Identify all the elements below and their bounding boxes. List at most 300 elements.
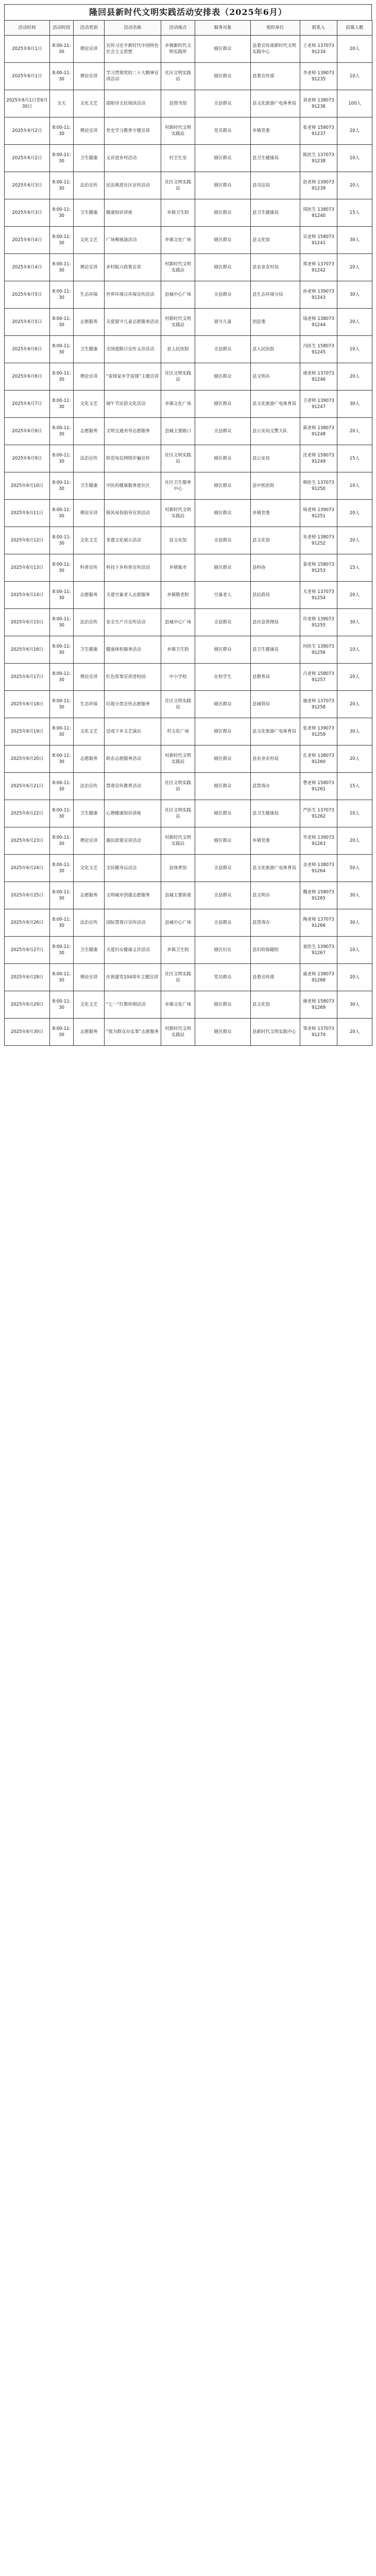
cell-period: 8:00-11:30 [50,937,74,964]
table-row [5,800,372,827]
cell-audience: 全县群众 [195,855,251,882]
cell-recruit-count: 30人 [337,991,372,1019]
cell-organizer: 县公安局交警大队 [251,418,300,445]
page [0,0,376,1052]
cell-category: 理论宣讲 [74,964,105,991]
cell-location: 村新时代文明实践站 [161,309,195,336]
cell-category: 文化文艺 [74,90,105,117]
cell-recruit-count: 20人 [337,582,372,609]
cell-category: 理论宣讲 [74,363,105,391]
cell-audience: 辖区群众 [195,445,251,472]
cell-location: 乡镇卫生院 [161,636,195,664]
cell-location: 县城中心广场 [161,281,195,309]
cell-time: 2025年6月4日 [5,227,50,254]
cell-period: 8:00-11:30 [50,527,74,554]
cell-recruit-count: 20人 [337,527,372,554]
cell-period: 8:00-11:30 [50,363,74,391]
cell-recruit-count: 30人 [337,609,372,636]
cell-organizer: 县卫生健康局 [251,636,300,664]
cell-contact: 周医生 13807391240 [300,199,337,227]
table-row [5,937,372,964]
cell-category: 理论宣讲 [74,827,105,855]
cell-contact: 陶老师 13707391266 [300,909,337,937]
table-row [5,199,372,227]
cell-name: 义诊进乡村活动 [105,145,161,172]
cell-category: 文化文艺 [74,527,105,554]
cell-location: 乡镇敬老院 [161,582,195,609]
table-row [5,909,372,937]
cell-recruit-count: 20人 [337,827,372,855]
cell-organizer: 县委宣传部新时代文明实践中心 [251,36,300,63]
cell-name: 送戏下乡文艺演出 [105,718,161,745]
cell-contact: 吴老师 15807391241 [300,227,337,254]
cell-recruit-count: 10人 [337,800,372,827]
cell-audience: 党员群众 [195,117,251,145]
cell-name: 健康体检服务活动 [105,636,161,664]
cell-contact: 何医生 13807391256 [300,636,337,664]
cell-audience: 辖区妇女 [195,937,251,964]
cell-recruit-count: 20人 [337,254,372,281]
cell-location: 乡镇集市 [161,554,195,582]
cell-time: 2025年6月2日 [5,145,50,172]
cell-audience: 辖区群众 [195,636,251,664]
cell-period: 8:00-11:30 [50,582,74,609]
cell-name: 全国爱眼日宣传义诊活动 [105,336,161,363]
cell-time: 2025年6月26日 [5,909,50,937]
table-row [5,472,372,500]
cell-contact: 孙老师 13907391243 [300,281,337,309]
cell-organizer: 县人民医院 [251,336,300,363]
cell-recruit-count: 20人 [337,664,372,691]
cell-contact: 郑老师 13707391242 [300,254,337,281]
cell-period: 8:00-11:30 [50,882,74,909]
cell-location: 村卫生室 [161,145,195,172]
cell-audience: 党员群众 [195,964,251,991]
cell-contact: 严医生 13707391262 [300,800,337,827]
cell-recruit-count: 20人 [337,418,372,445]
table-row [5,554,372,582]
cell-location: 县城主要路口 [161,418,195,445]
table-row [5,609,372,636]
cell-name: 中医药健康服务进社区 [105,472,161,500]
cell-recruit-count: 20人 [337,745,372,773]
cell-contact: 陈医生 13707391238 [300,145,337,172]
cell-period: 8:00-11:30 [50,773,74,800]
cell-organizer: 县司法局 [251,172,300,199]
cell-contact: 杨老师 13907391251 [300,500,337,527]
table-row [5,527,372,554]
cell-location: 社区文明实践站 [161,691,195,718]
cell-period: 8:00-11:30 [50,199,74,227]
cell-category: 法治宣传 [74,909,105,937]
cell-category: 志愿服务 [74,882,105,909]
cell-recruit-count: 15人 [337,199,372,227]
cell-time: 2025年6月8日 [5,418,50,445]
cell-recruit-count: 15人 [337,445,372,472]
activity-table [4,20,372,1046]
cell-time: 2025年6月30日 [5,1019,50,1046]
cell-audience: 全县群众 [195,418,251,445]
cell-audience: 辖区群众 [195,391,251,418]
cell-recruit-count: 30人 [337,909,372,937]
cell-period: 8:00-11:30 [50,909,74,937]
table-row [5,855,372,882]
cell-category: 志愿服务 [74,582,105,609]
cell-name: 移风易俗倡导宣讲活动 [105,500,161,527]
cell-recruit-count: 10人 [337,336,372,363]
header-row [5,21,372,36]
cell-period: 8:00-11:30 [50,418,74,445]
cell-category: 文化文艺 [74,718,105,745]
cell-recruit-count: 50人 [337,855,372,882]
cell-organizer: 县文化旅游广电体育局 [251,718,300,745]
cell-period: 8:00-11:30 [50,609,74,636]
table-row [5,90,372,117]
cell-recruit-count: 15人 [337,773,372,800]
cell-name: 宣传习近平新时代中国特色社会主义思想 [105,36,161,63]
cell-period: 8:00-11:30 [50,472,74,500]
cell-contact: 姜医生 13907391267 [300,937,337,964]
cell-name: 庆祝建党104周年主题宣讲 [105,964,161,991]
cell-location: 村新时代文明实践站 [161,254,195,281]
cell-organizer: 县农业农村局 [251,745,300,773]
table-row [5,309,372,336]
cell-period: 8:00-11:30 [50,664,74,691]
cell-contact: 金老师 13807391264 [300,855,337,882]
cell-recruit-count: 100人 [337,90,372,117]
cell-contact: 褚老师 13707391246 [300,363,337,391]
cell-contact: 赵老师 13907391239 [300,172,337,199]
cell-category: 理论宣讲 [74,63,105,90]
cell-name: 关爱留守儿童志愿服务活动 [105,309,161,336]
cell-recruit-count: 20人 [337,117,372,145]
cell-recruit-count: 30人 [337,882,372,909]
page-title: 隆回县新时代文明实践活动安排表（2025年6月） [4,4,372,20]
cell-time: 2025年6月19日 [5,718,50,745]
table-row [5,991,372,1019]
cell-category: 理论宣讲 [74,117,105,145]
table-row [5,336,372,363]
cell-time: 2025年6月3日 [5,199,50,227]
cell-category: 理论宣讲 [74,254,105,281]
table-row [5,582,372,609]
cell-time: 2025年6月7日 [5,391,50,418]
cell-name: 邵阳市全民阅读活动 [105,90,161,117]
cell-location: 村新时代文明实践站 [161,827,195,855]
cell-recruit-count: 30人 [337,227,372,254]
cell-organizer: 县文化馆 [251,227,300,254]
cell-recruit-count: 10人 [337,145,372,172]
cell-location: 村新时代文明实践站 [161,1019,195,1046]
cell-name: 助农志愿服务活动 [105,745,161,773]
header-audience: 服务对象 [195,21,251,36]
cell-period: 8:00-11:30 [50,500,74,527]
cell-organizer: 县科协 [251,554,300,582]
table-row [5,363,372,391]
cell-recruit-count: 10人 [337,636,372,664]
table-row [5,882,372,909]
cell-organizer: 县委宣传部 [251,63,300,90]
cell-time: 2025年6月1日 [5,63,50,90]
cell-audience: 辖区群众 [195,991,251,1019]
cell-contact: 谢老师 15807391269 [300,991,337,1019]
table-row [5,391,372,418]
cell-contact: 华老师 13907391263 [300,827,337,855]
cell-name: 学习贯彻党的二十大精神宣讲活动 [105,63,161,90]
cell-contact: 蒋老师 13807391248 [300,418,337,445]
table-row [5,1019,372,1046]
cell-organizer: 县民政局 [251,582,300,609]
cell-time: 2025年6月14日 [5,582,50,609]
cell-contact: 钱老师 13807391244 [300,309,337,336]
cell-name: 心理健康知识讲座 [105,800,161,827]
cell-organizer: 县生态环境分局 [251,281,300,309]
cell-location: 乡镇卫生院 [161,199,195,227]
cell-period: 8:00-11:30 [50,336,74,363]
cell-time: 2025年6月10日 [5,472,50,500]
cell-audience: 辖区群众 [195,827,251,855]
cell-category: 生态环保 [74,691,105,718]
cell-organizer: 乡镇党委 [251,117,300,145]
cell-recruit-count: 10人 [337,63,372,90]
cell-contact: 沈老师 15807391249 [300,445,337,472]
table-row [5,691,372,718]
cell-organizer: 县中医医院 [251,472,300,500]
cell-category: 志愿服务 [74,309,105,336]
cell-location: 社区文明实践站 [161,964,195,991]
cell-category: 卫生健康 [74,472,105,500]
cell-time: 2025年6月2日 [5,117,50,145]
table-row [5,500,372,527]
cell-recruit-count: 10人 [337,472,372,500]
cell-contact: 戚老师 13807391268 [300,964,337,991]
cell-category: 卫生健康 [74,145,105,172]
cell-category: 文化文艺 [74,227,105,254]
cell-contact: 张老师 15807391237 [300,117,337,145]
cell-time: 2025年6月9日 [5,445,50,472]
cell-recruit-count: 20人 [337,309,372,336]
cell-organizer: 县文化馆 [251,991,300,1019]
cell-period: 全天 [50,90,74,117]
cell-time: 2025年6月27日 [5,937,50,964]
cell-audience: 辖区群众 [195,718,251,745]
cell-time: 2025年6月1日至6月30日 [5,90,50,117]
cell-time: 2025年6月6日 [5,363,50,391]
cell-audience: 辖区群众 [195,472,251,500]
header-contact: 联系人 [300,21,337,36]
cell-recruit-count: 20人 [337,36,372,63]
cell-period: 8:00-11:30 [50,172,74,199]
cell-organizer: 县农业农村局 [251,254,300,281]
cell-category: 志愿服务 [74,1019,105,1046]
cell-name: 防范电信网络诈骗宣传 [105,445,161,472]
cell-time: 2025年6月1日 [5,36,50,63]
cell-name: 非遗文化展示活动 [105,527,161,554]
cell-audience: 辖区群众 [195,1019,251,1046]
cell-audience: 辖区群众 [195,145,251,172]
cell-location: 县体育馆 [161,855,195,882]
cell-recruit-count: 30人 [337,391,372,418]
cell-audience: 辖区群众 [195,800,251,827]
cell-name: 乡村振兴政策宣讲 [105,254,161,281]
cell-organizer: 县文化旅游广电体育局 [251,855,300,882]
cell-location: 乡镇文化广场 [161,991,195,1019]
cell-location: 乡镇新时代文明实践所 [161,36,195,63]
cell-time: 2025年6月11日 [5,500,50,527]
cell-contact: 刘老师 13807391236 [300,90,337,117]
cell-contact: 韩医生 13707391250 [300,472,337,500]
cell-category: 卫生健康 [74,636,105,664]
table-row [5,445,372,472]
table-row [5,964,372,991]
cell-organizer: 县新时代文明实践中心 [251,1019,300,1046]
cell-name: 广场舞展演活动 [105,227,161,254]
table-row [5,145,372,172]
table-row [5,418,372,445]
cell-contact: 冯医生 15807391245 [300,336,337,363]
cell-period: 8:00-11:30 [50,827,74,855]
cell-recruit-count: 20人 [337,1019,372,1046]
cell-contact: 秦老师 15807391253 [300,554,337,582]
cell-category: 卫生健康 [74,800,105,827]
cell-recruit-count: 30人 [337,718,372,745]
cell-organizer: 乡镇党委 [251,500,300,527]
cell-audience: 全县群众 [195,609,251,636]
cell-time: 2025年6月17日 [5,664,50,691]
cell-audience: 全县群众 [195,336,251,363]
cell-period: 8:00-11:30 [50,254,74,281]
cell-time: 2025年6月12日 [5,527,50,554]
cell-contact: 许老师 13907391255 [300,609,337,636]
table-row [5,827,372,855]
cell-recruit-count: 20人 [337,691,372,718]
cell-audience: 辖区群众 [195,363,251,391]
cell-name: 文明城市创建志愿服务 [105,882,161,909]
cell-contact: 魏老师 15807391265 [300,882,337,909]
cell-time: 2025年6月18日 [5,691,50,718]
cell-time: 2025年6月15日 [5,609,50,636]
header-name: 活动名称 [105,21,161,36]
cell-audience: 辖区群众 [195,172,251,199]
table-row [5,36,372,63]
cell-name: 文明交通劝导志愿服务 [105,418,161,445]
cell-organizer: 县文化馆 [251,527,300,554]
cell-time: 2025年6月22日 [5,800,50,827]
cell-audience: 在校学生 [195,664,251,691]
cell-recruit-count: 20人 [337,964,372,991]
cell-location: 村文化广场 [161,718,195,745]
cell-period: 8:00-11:30 [50,691,74,718]
cell-period: 8:00-11:30 [50,991,74,1019]
cell-audience: 全县群众 [195,90,251,117]
cell-organizer: 县卫生健康局 [251,800,300,827]
cell-period: 8:00-11:30 [50,636,74,664]
cell-contact: 邹老师 13707391270 [300,1019,337,1046]
cell-category: 卫生健康 [74,336,105,363]
cell-organizer: 县卫生健康局 [251,145,300,172]
cell-period: 8:00-11:30 [50,800,74,827]
cell-audience: 辖区群众 [195,500,251,527]
cell-organizer: 县委宣传部 [251,964,300,991]
cell-time: 2025年6月21日 [5,773,50,800]
cell-recruit-count: 15人 [337,554,372,582]
cell-period: 8:00-11:30 [50,554,74,582]
cell-recruit-count: 30人 [337,281,372,309]
cell-recruit-count: 10人 [337,937,372,964]
cell-category: 文化文艺 [74,855,105,882]
cell-contact: 张老师 13907391259 [300,718,337,745]
table-row [5,773,372,800]
cell-audience: 全县群众 [195,281,251,309]
cell-audience: 辖区群众 [195,199,251,227]
header-period: 活动时段 [50,21,74,36]
cell-period: 8:00-11:30 [50,718,74,745]
cell-audience: 辖区群众 [195,691,251,718]
cell-time: 2025年6月6日 [5,336,50,363]
cell-period: 8:00-11:30 [50,1019,74,1046]
table-row [5,117,372,145]
cell-category: 理论宣讲 [74,500,105,527]
cell-category: 生态环保 [74,281,105,309]
cell-contact: 孔老师 13807391260 [300,745,337,773]
cell-name: 禁毒宣传教育活动 [105,773,161,800]
cell-location: 村新时代文明实践站 [161,745,195,773]
cell-period: 8:00-11:30 [50,281,74,309]
cell-period: 8:00-11:30 [50,309,74,336]
cell-organizer: 县文明办 [251,363,300,391]
cell-location: 乡镇卫生院 [161,937,195,964]
cell-organizer: 县文化旅游广电体育局 [251,90,300,117]
header-category: 活动类别 [74,21,105,36]
cell-organizer: 县妇幼保健院 [251,937,300,964]
cell-period: 8:00-11:30 [50,36,74,63]
cell-period: 8:00-11:30 [50,964,74,991]
cell-name: 端午节民俗文化活动 [105,391,161,418]
table-row [5,664,372,691]
cell-location: 村新时代文明实践站 [161,117,195,145]
cell-category: 卫生健康 [74,199,105,227]
cell-name: 健康知识讲座 [105,199,161,227]
cell-name: 党史学习教育专题宣讲 [105,117,161,145]
cell-time: 2025年6月25日 [5,882,50,909]
cell-location: 社区卫生服务中心 [161,472,195,500]
cell-location: 社区文明实践站 [161,172,195,199]
table-row [5,281,372,309]
header-time: 活动时间 [5,21,50,36]
cell-name: “我为群众办实事”志愿服务 [105,1019,161,1046]
table-body [5,36,372,1046]
cell-location: 村新时代文明实践站 [161,500,195,527]
cell-audience: 全县群众 [195,909,251,937]
cell-name: 关爱妇女健康义诊活动 [105,937,161,964]
cell-contact: 吕老师 15807391257 [300,664,337,691]
cell-location: 县城主要街道 [161,882,195,909]
cell-recruit-count: 20人 [337,172,372,199]
cell-location: 县图书馆 [161,90,195,117]
cell-location: 社区文明实践站 [161,800,195,827]
cell-time: 2025年6月16日 [5,636,50,664]
cell-name: 科技下乡科普宣传活动 [105,554,161,582]
cell-time: 2025年6月24日 [5,855,50,882]
cell-time: 2025年6月13日 [5,554,50,582]
cell-period: 8:00-11:30 [50,855,74,882]
cell-location: 社区文明实践站 [161,773,195,800]
cell-organizer: 县城管局 [251,691,300,718]
cell-time: 2025年6月20日 [5,745,50,773]
cell-time: 2025年6月5日 [5,281,50,309]
cell-period: 8:00-11:30 [50,63,74,90]
cell-audience: 辖区群众 [195,36,251,63]
